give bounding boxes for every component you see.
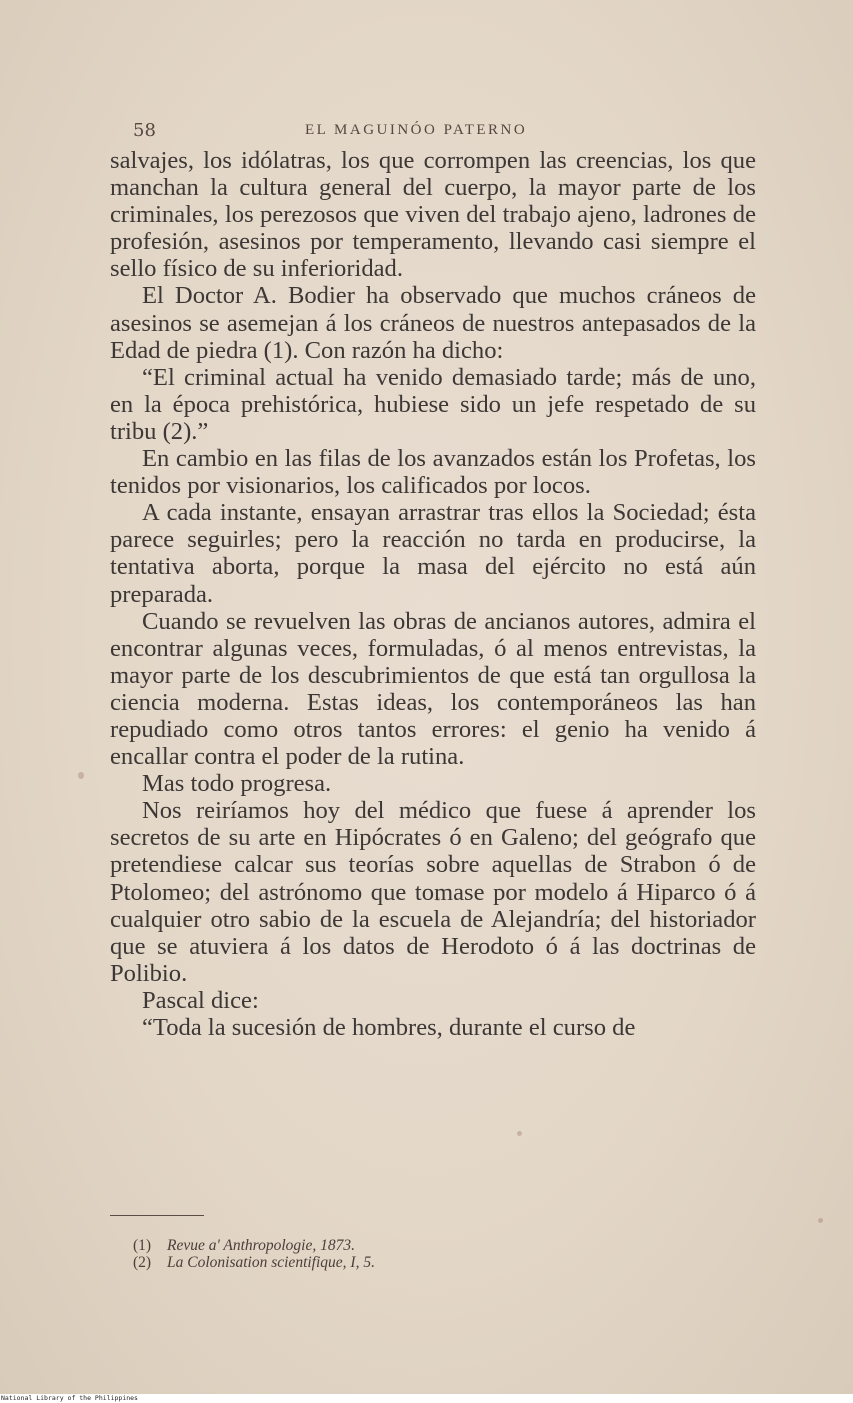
paragraph: “El criminal actual ha venido demasiado tarde; más de uno, en la época prehistórica, hubiese sido un jefe respetado de su tribu (2).” <box>110 363 756 445</box>
paragraph: Nos reiríamos hoy del médico que fuese á aprender los secretos de su arte en Hipócrates ó en Galeno; del geógrafo que pretendiese calcar sus teorías sobre aquellas de Strabon ó de Ptolomeo; del astrónomo que tomase por modelo á Hiparco ó á cualquier otro sabio de la escuela de Alejandría; del historiador que se atuviera á los datos de Herodoto ó á las doctrinas de Polibio. <box>110 797 756 987</box>
footnote <box>133 1254 633 1271</box>
paragraph: Mas todo progresa. <box>142 770 332 798</box>
ink-spot <box>818 1218 823 1223</box>
ink-spot <box>78 772 84 779</box>
paragraph: “Toda la sucesión de hombres, durante el curso de <box>142 1014 636 1041</box>
ink-spot <box>517 1131 522 1136</box>
footnote <box>133 1237 633 1254</box>
paragraph: En cambio en las filas de los avanzados están los Profetas, los tenidos por visionarios, los calificados por locos. <box>110 445 756 500</box>
paragraph: Cuando se revuelven las obras de ancianos autores, admira el encontrar algunas veces, formuladas, ó al menos entrevistas, la mayor parte de los descubrimientos de que está tan orgullosa la ciencia moderna. Estas ideas, los contemporáneos las han repudiado como otros tantos errores: el genio ha venido á encallar contra el poder de la rutina. <box>110 607 756 771</box>
paragraph: salvajes, los idólatras, los que corrompen las creencias, los que manchan la cultura general del cuerpo, la mayor parte de los criminales, los perezosos que viven del trabajo ajeno, ladrones de profesión, asesinos por temperamento, llevando casi siempre el sello físico de su inferioridad. <box>110 147 756 283</box>
footnote-text: La Colonisation scientifique, I, 5. <box>167 1254 375 1271</box>
running-head: EL MAGUINÓO PATERNO <box>305 122 528 138</box>
credit-strip <box>0 1394 853 1403</box>
page-header <box>133 120 573 142</box>
library-credit: National Library of the Philippines <box>1 1394 138 1402</box>
footnote-mark: (1) <box>133 1237 152 1254</box>
page-number: 58 <box>133 120 156 141</box>
paragraph: Pascal dice: <box>142 986 259 1014</box>
footnote-mark: (2) <box>133 1254 152 1271</box>
body-text <box>110 147 756 1041</box>
footnote-text: Revue a' Anthropologie, 1873. <box>167 1237 355 1254</box>
paragraph: A cada instante, ensayan arrastrar tras ellos la Sociedad; ésta parece seguirles; pero la reacción no tarda en producirse, la tentativa aborta, porque la masa del ejército no está aún preparada. <box>110 499 756 608</box>
paragraph: El Doctor A. Bodier ha observado que muchos cráneos de asesinos se asemejan á los cráneos de nuestros antepasados de la Edad de piedra (1). Con razón ha dicho: <box>110 282 756 364</box>
footnote-rule <box>110 1215 204 1216</box>
footnotes <box>133 1237 633 1271</box>
